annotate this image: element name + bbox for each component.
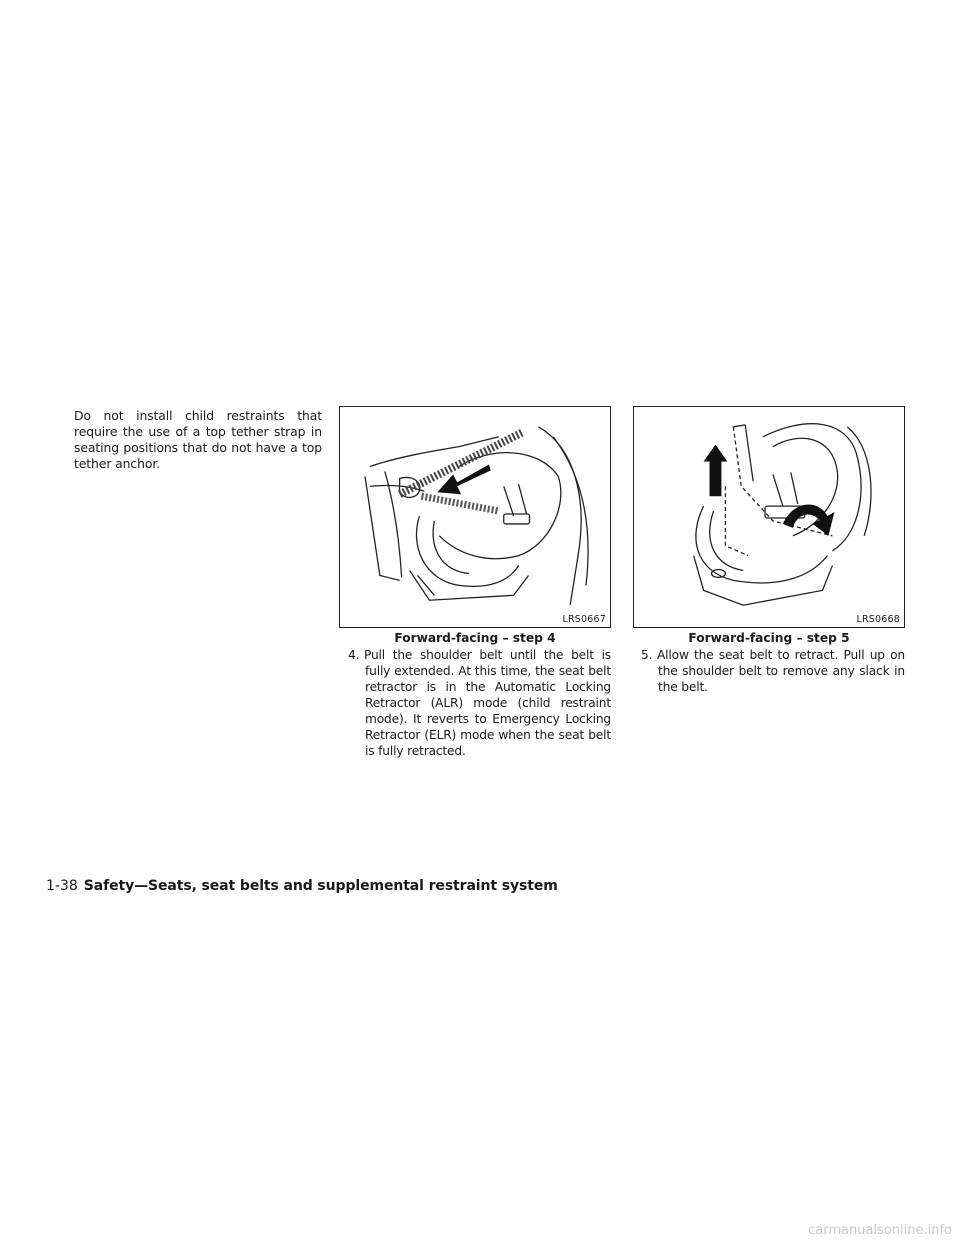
- child-seat-illustration-step-4: [340, 407, 610, 627]
- step-4: [348, 647, 611, 759]
- step-text: Allow the seat belt to retract. Pull up on the shoulder belt to remove any slack in the belt.: [657, 648, 905, 694]
- page-number: 1-38: [46, 878, 78, 894]
- step-5: [641, 647, 905, 695]
- step-number: 5.: [641, 648, 653, 662]
- figure-code: LRS0668: [856, 614, 900, 625]
- watermark: carmanualsonline.info: [808, 1223, 952, 1238]
- figure-caption: Forward-facing – step 5: [688, 631, 850, 645]
- child-seat-illustration-step-5: [634, 407, 904, 627]
- figure-code: LRS0667: [562, 614, 606, 625]
- figure-caption: Forward-facing – step 4: [394, 631, 556, 645]
- step-text: Pull the shoulder belt until the belt is fully extended. At this time, the seat belt retractor is in the Automatic Locking Retractor (ALR) mode (child restraint mode). It reverts to Emergency Locking Retractor (ELR) mode when the seat belt is fully retracted.: [364, 648, 611, 758]
- figure-forward-facing-step-5: [633, 406, 905, 628]
- section-title: Safety—Seats, seat belts and supplemental restraint system: [83, 878, 558, 894]
- warning-paragraph: Do not install child restraints that require the use of a top tether strap in seating positions that do not have a top tether anchor.: [74, 408, 322, 471]
- figure-forward-facing-step-4: [339, 406, 611, 628]
- page-footer: [46, 878, 558, 894]
- step-number: 4.: [348, 648, 360, 662]
